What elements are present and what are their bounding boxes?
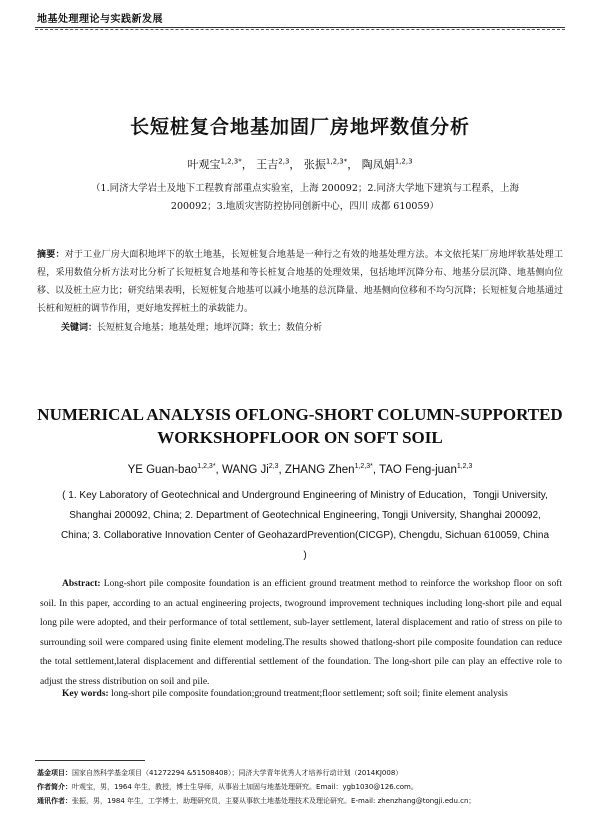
footnote-label: 作者简介： bbox=[37, 783, 72, 791]
author-name: TAO Feng-juan bbox=[379, 463, 457, 476]
footnote-label: 基金项目： bbox=[37, 769, 72, 777]
footnote-text: 国家自然科学基金项目（41272294 &51508408）；同济大学青年优秀人才培养行动计划（2014KJ008） bbox=[72, 769, 403, 777]
keywords-label: 关键词： bbox=[61, 323, 98, 333]
title-line: WORKSHOPFLOOR ON SOFT SOIL bbox=[157, 428, 443, 447]
chinese-authors: 叶观宝$^{1,2,3*}$， 王吉$^{2,3}$， 张振$^{1,2,3*}$， 陶凤娟$^{1,2,3}$ bbox=[187, 157, 413, 171]
footnote-fund bbox=[37, 766, 567, 780]
author-affil-mark: 1,2,3* bbox=[354, 463, 373, 470]
abstract-label: Abstract: bbox=[62, 579, 101, 589]
author-affil-mark: 1,2,3* bbox=[220, 157, 242, 166]
author-name: YE Guan-bao bbox=[127, 463, 198, 476]
english-title bbox=[0, 403, 600, 449]
chinese-abstract bbox=[37, 246, 563, 318]
abstract-text: 对于工业厂房大面积地坪下的软土地基，长短桩复合地基是一种行之有效的地基处理方法。本文依托某厂房地坪软基处理工程，采用数值分析方法对比分析了长短桩复合地基和等长桩复合地基的处理效果，包括地坪沉降分布、地基分层沉降、地基侧向位移、以及桩土应力比；研究结果表明，长短桩复合地基可以减小地基的总沉降量、地基侧向位移和不均匀沉降；长短桩复合地基通过长桩和短桩的调节作用，更好地发挥桩土的承载能力。 bbox=[37, 250, 563, 314]
keywords-text: long-short pile composite foundation;ground treatment;floor settlement; soft soil; finite element analysis bbox=[111, 689, 508, 699]
footnote-text: 叶观宝，男，1964 年生，教授，博士生导师，从事岩土加固与地基处理研究。Email：ygb1030@126.com。 bbox=[72, 783, 418, 791]
running-title: 地基处理理论与实践新发展 bbox=[37, 14, 163, 25]
author-name: 陶凤娟 bbox=[361, 158, 395, 171]
english-authors: YE Guan-bao$^{1,2,3*}$, WANG Ji$^{2,3}$, ZHANG Zhen$^{1,2,3*}$, TAO Feng-juan$^{1,2,3}$ bbox=[127, 463, 473, 476]
footnotes bbox=[37, 766, 567, 808]
english-keywords bbox=[62, 689, 562, 699]
author-affil-mark: 1,2,3* bbox=[325, 157, 348, 166]
english-affiliation: ( 1. Key Laboratory of Geotechnical and Underground Engineering of Ministry of Education，Tongji University, Shanghai 200092, China; 2. Department of Geotechnical Engineering, Tongji University, Shanghai 200092, China; 3. Collaborative Innovation Center of GeohazardPrevention(CICGP), Chengdu, Sichuan 610059, China ) bbox=[60, 490, 550, 561]
footnote-text: 张振，男，1984 年生，工学博士，助理研究员，主要从事软土地基处理技术及理论研究。E-mail: zhenzhang@tongji.edu.cn； bbox=[72, 797, 476, 805]
keywords-label: Key words: bbox=[62, 689, 109, 699]
chinese-affiliation bbox=[45, 180, 565, 216]
author-name: WANG Ji bbox=[221, 463, 269, 476]
author-name: 叶观宝 bbox=[187, 158, 221, 171]
english-abstract bbox=[40, 575, 562, 692]
author-name: 张振 bbox=[303, 158, 326, 171]
author-affil-mark: 1,2,3 bbox=[456, 463, 473, 470]
keywords-text: 长短桩复合地基；地基处理；地坪沉降；软土；数值分析 bbox=[97, 323, 323, 333]
header-rule-dashed bbox=[35, 29, 565, 30]
header-rule bbox=[35, 27, 565, 28]
author-affil-mark: 2,3 bbox=[268, 463, 279, 470]
affiliation-line: 200092；3.地质灾害防控协同创新中心，四川 成都 610059） bbox=[170, 201, 440, 212]
affiliation-line: （1.同济大学岩土及地下工程教育部重点实验室，上海 200092；2.同济大学地下建筑与工程系，上海 bbox=[91, 183, 519, 194]
footnote-rule bbox=[35, 760, 145, 761]
title-line: NUMERICAL ANALYSIS OFLONG-SHORT COLUMN-SUPPORTED bbox=[37, 405, 563, 424]
footnote-label: 通讯作者： bbox=[37, 797, 72, 805]
abstract-label: 摘要： bbox=[37, 250, 65, 260]
chinese-title: 长短桩复合地基加固厂房地坪数值分析 bbox=[129, 116, 470, 138]
author-name: ZHANG Zhen bbox=[284, 463, 355, 476]
abstract-text: Long-short pile composite foundation is an efficient ground treatment method to reinforce the workshop floor on soft soil. In this paper, according to an actual engineering projects, twoground improvement techniques including long-short pile and equal long pile were adopted, and their performance of total settlement, sub-layer settlement, lateral displacement and ratio of stress on pile to surrounding soil were compared using finite element modeling.The results showed thatlong-short pile composite foundation can reduce the total settlement,lateral displacement and differential settlement of the foundation. The long-short pile can play an effective role to adjust the stress distribution on soil and pile. bbox=[40, 579, 562, 687]
author-affil-mark: 1,2,3 bbox=[394, 157, 413, 166]
chinese-keywords bbox=[61, 320, 561, 333]
author-affil-mark: 1,2,3* bbox=[197, 463, 216, 470]
author-name: 王吉 bbox=[256, 158, 279, 171]
footnote-author bbox=[37, 780, 567, 794]
footnote-corresponding bbox=[37, 794, 567, 808]
author-affil-mark: 2,3 bbox=[278, 157, 290, 166]
